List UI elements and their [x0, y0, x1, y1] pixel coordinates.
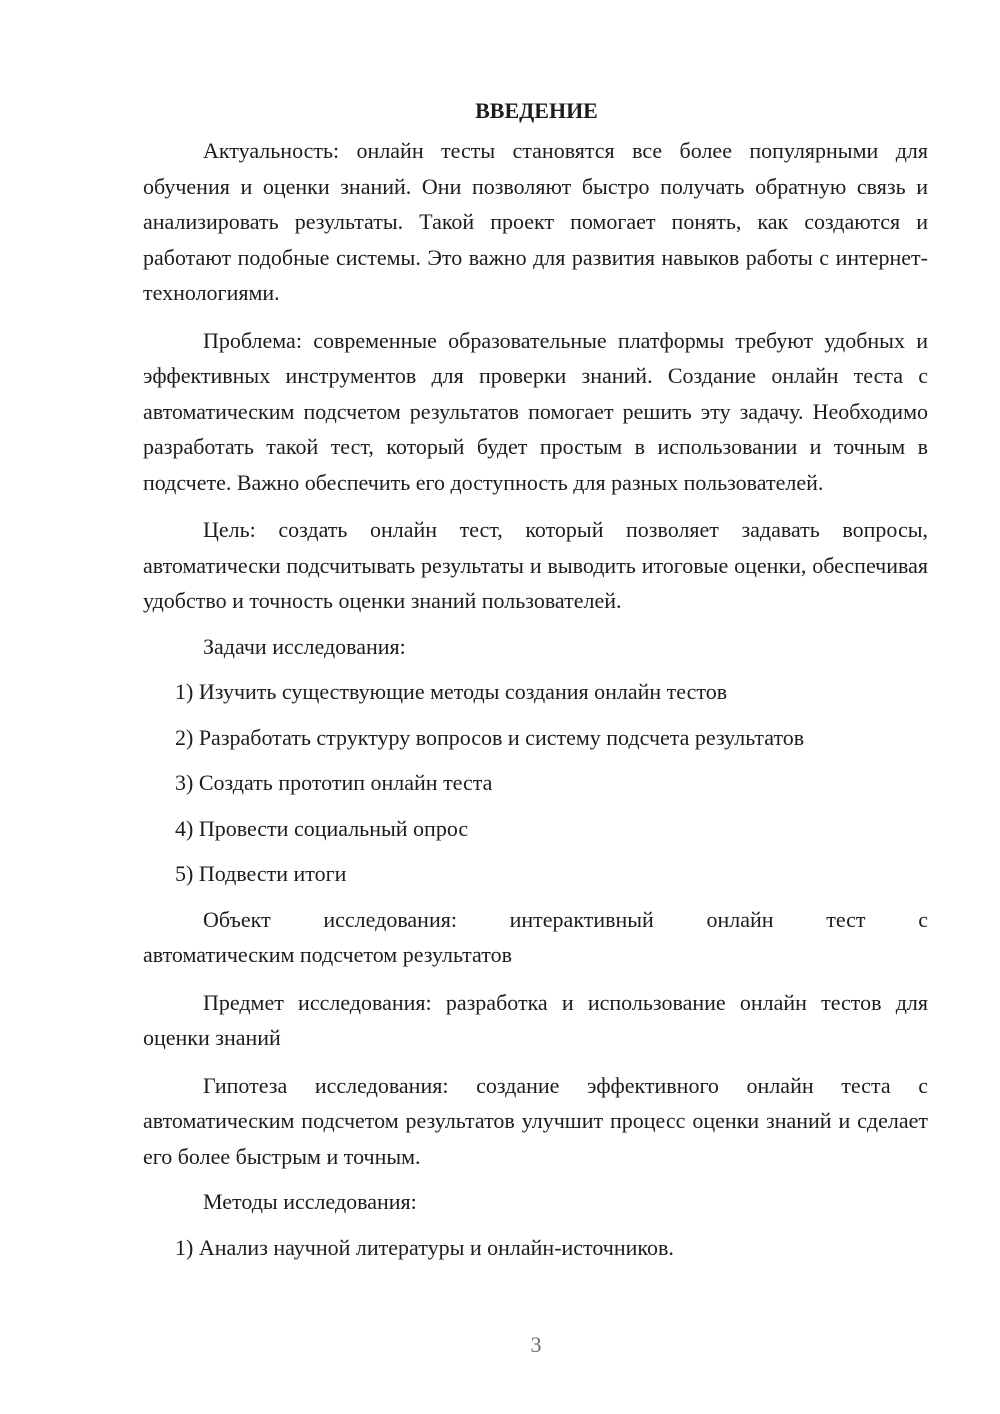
page-number: 3	[530, 1332, 542, 1357]
tasks-label: Задачи исследования:	[203, 633, 406, 659]
page-title: ВВЕДЕНИЕ	[475, 98, 598, 123]
hypothesis-paragraph: Гипотеза исследования: создание эффективного онлайн теста с автоматическим подсчетом результатов улучшит процесс оценки знаний и сделает его более быстрым и точным.	[143, 1072, 928, 1169]
problem-paragraph: Проблема: современные образовательные платформы требуют удобных и эффективных инструментов для проверки знаний. Создание онлайн теста с автоматическим подсчетом результатов помогает решить эту задачу. Необходимо разработать такой тест, который будет простым в использовании и точным в подсчете. Важно обеспечить его доступность для разных пользователей.	[143, 327, 928, 495]
subject-paragraph: Предмет исследования: разработка и использование онлайн тестов для оценки знаний	[143, 989, 928, 1050]
task-item: 1) Изучить существующие методы создания онлайн тестов	[175, 679, 728, 704]
task-item: 4) Провести социальный опрос	[175, 815, 469, 841]
goal-paragraph: Цель: создать онлайн тест, который позволяет задавать вопросы, автоматически подсчитывать результаты и выводить итоговые оценки, обеспечивая удобство и точность оценки знаний пользователей.	[143, 517, 928, 613]
methods-label: Методы исследования:	[203, 1189, 417, 1214]
document-page	[143, 93, 928, 1265]
task-item: 5) Подвести итоги	[175, 861, 347, 886]
task-item: 2) Разработать структуру вопросов и систему подсчета результатов	[175, 724, 805, 750]
relevance-paragraph: Актуальность: онлайн тесты становятся все более популярными для обучения и оценки знаний. Они позволяют быстро получать обратную связь и анализировать результаты. Такой проект помогает понять, как создаются и работают подобные системы. Это важно для развития навыков работы с интернет-технологиями.	[143, 138, 928, 305]
object-line-2: автоматическим подсчетом результатов	[143, 942, 512, 967]
method-item: 1) Анализ научной литературы и онлайн-источников.	[175, 1234, 674, 1260]
object-line-1: Объект исследования: интерактивный онлайн тест с	[203, 906, 928, 932]
task-item: 3) Создать прототип онлайн теста	[175, 770, 493, 795]
object-paragraph	[143, 902, 928, 973]
